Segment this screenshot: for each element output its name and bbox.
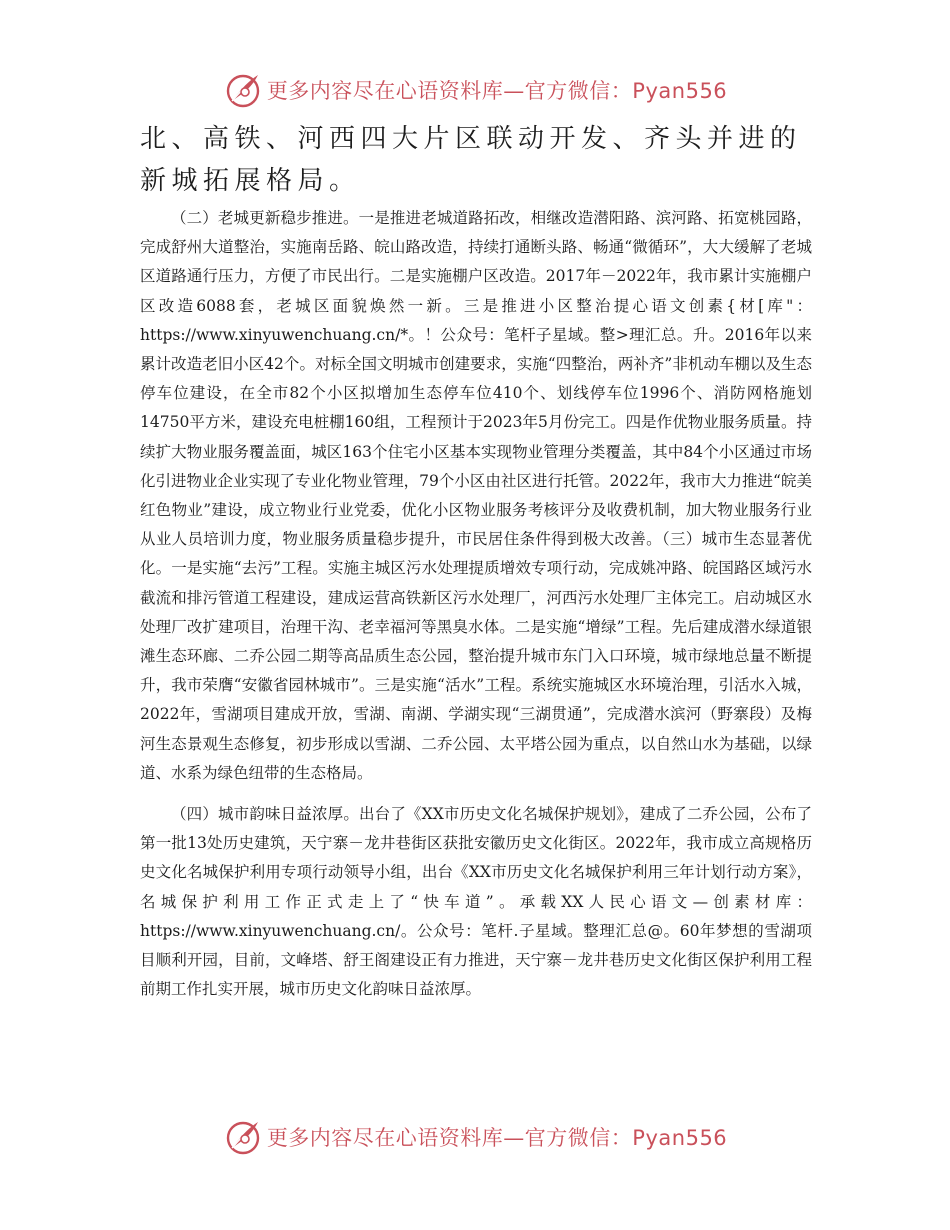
header-banner: [0, 68, 950, 112]
paragraph-old-city-renewal: （二）老城更新稳步推进。一是推进老城道路拓改，相继改造潜阳路、滨河路、拓宽桃园路，完成舒州大道整治，实施南岳路、皖山路改造，持续打通断头路、畅通“微循环”，大大缓解了老城区道路通行压力，方便了市民出行。二是实施棚户区改造。2017年－2022年，我市累计实施棚户区改造6088套，老城区面貌焕然一新。三是推进小区整治提心语文创素{材[库"：https://www.xinyuwenchuang.cn/*。！公众号：笔杆子星域。整>理汇总。升。2016年以来累计改造老旧小区42个。对标全国文明城市创建要求，实施“四整治，两补齐”非机动车棚以及生态停车位建设，在全市82个小区拟增加生态停车位410个、划线停车位1996个、消防网格施划14750平方米，建设充电桩棚160组，工程预计于2023年5月份完工。四是作优物业服务质量。持续扩大物业服务覆盖面，城区163个住宅小区基本实现物业管理分类覆盖，其中84个小区通过市场化引进物业企业实现了专业化物业管理，79个小区由社区进行托管。2022年，我市大力推进“皖美红色物业”建设，成立物业行业党委，优化小区物业服务考核评分及收费机制，加大物业服务行业从业人员培训力度，物业服务质量稳步提升，市民居住条件得到极大改善。（三）城市生态显著优化。一是实施“去污”工程。实施主城区污水处理提质增效专项行动，完成姚冲路、皖国路区域污水截流和排污管道工程建设，建成运营高铁新区污水处理厂，河西污水处理厂主体完工。启动城区水处理厂改扩建项目，治理干沟、老幸福河等黑臭水体。二是实施“增绿”工程。先后建成潜水绿道银滩生态环廊、二乔公园二期等高品质生态公园，整治提升城市东门入口环境，城市绿地总量不断提升，我市荣膺“安徽省园林城市”。三是实施“活水”工程。系统实施城区水环境治理，引活水入城，2022年，雪湖项目建成开放，雪湖、南湖、学湖实现“三湖贯通”，完成潜水滨河（野寨段）及梅河生态景观生态修复，初步形成以雪湖、二乔公园、太平塔公园为重点，以自然山水为基础，以绿道、水系为绿色纽带的生态格局。: [140, 209, 812, 782]
paragraph-city-charm: （四）城市韵味日益浓厚。出台了《XX市历史文化名城保护规划》，建成了二乔公园，公布了第一批13处历史建筑，天宁寨－龙井巷街区获批安徽历史文化街区。2022年，我市成立高规格历史文化名城保护利用专项行动领导小组，出台《XX市历史文化名城保护利用三年计划行动方案》，名城保护利用工作正式走上了“快车道”。承载XX人民心语文—创素材库：https://www.xinyuwenchuang.cn/。公众号：笔杆.子星域。整理汇总@。60年梦想的雪湖项目顺利开园，目前，文峰塔、舒王阁建设正有力推进，天宁寨－龙井巷历史文化街区保护利用工程前期工作扎实开展，城市历史文化韵味日益浓厚。: [140, 805, 812, 999]
footer-banner: [0, 1115, 950, 1159]
body-text: [140, 204, 812, 1004]
quill-logo-icon: [223, 70, 263, 110]
quill-logo-icon: [223, 1117, 263, 1157]
header-banner-text: 更多内容尽在心语资料库—官方微信：Pyan556: [266, 79, 728, 103]
heading-continuation: 北、高铁、河西四大片区联动开发、齐头并进的新城拓展格局。: [140, 124, 802, 196]
footer-banner-text: 更多内容尽在心语资料库—官方微信：Pyan556: [266, 1126, 728, 1150]
